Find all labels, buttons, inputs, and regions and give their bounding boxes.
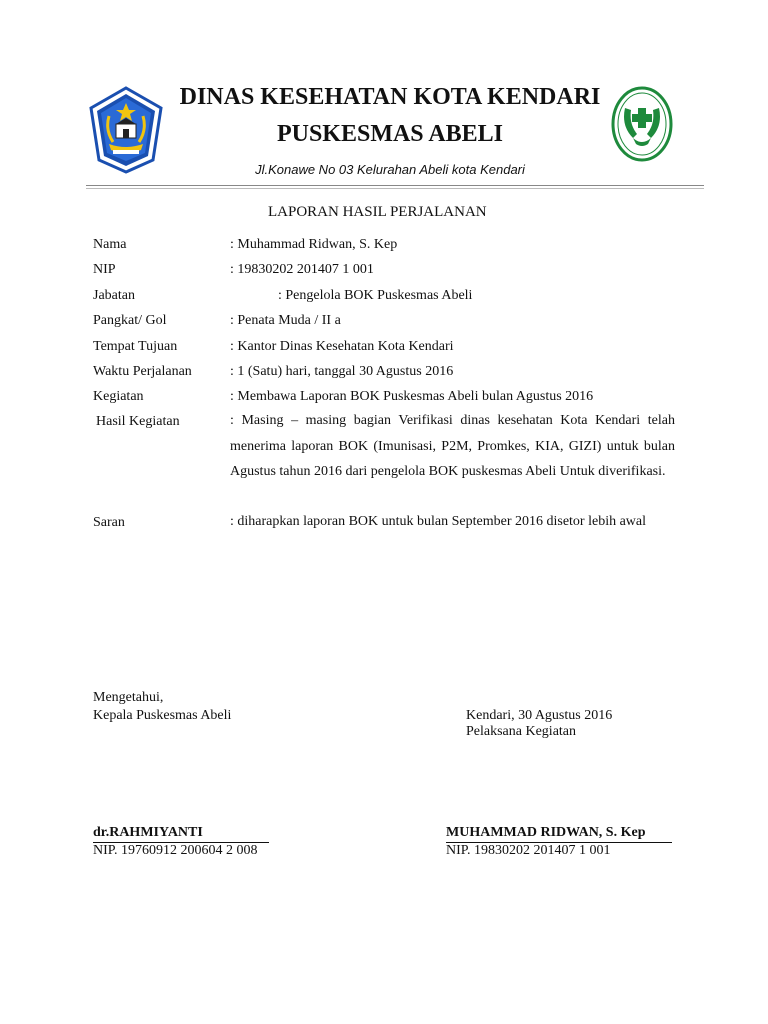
label-nama: Nama — [93, 237, 127, 252]
label-jabatan: Jabatan — [93, 288, 135, 303]
place-date: Kendari, 30 Agustus 2016 — [466, 708, 613, 723]
office-name: DINAS KESEHATAN KOTA KENDARI — [179, 84, 601, 110]
right-signatory-nip: NIP. 19830202 201407 1 001 — [446, 843, 611, 858]
value-jabatan: : Pengelola BOK Puskesmas Abeli — [278, 288, 473, 303]
value-pangkat: : Penata Muda / II a — [230, 313, 341, 328]
value-nip: : 19830202 201407 1 001 — [230, 262, 374, 277]
address: Jl.Konawe No 03 Kelurahan Abeli kota Kendari — [255, 162, 525, 177]
right-position: Pelaksana Kegiatan — [466, 724, 577, 739]
header-divider-thin — [86, 188, 704, 189]
left-position: Kepala Puskesmas Abeli — [93, 708, 232, 723]
header-divider — [86, 185, 704, 186]
label-tujuan: Tempat Tujuan — [93, 339, 178, 354]
value-waktu: : 1 (Satu) hari, tanggal 30 Agustus 2016 — [230, 364, 454, 379]
value-saran: : diharapkan laporan BOK untuk bulan September 2016 disetor lebih awal — [230, 514, 647, 529]
label-waktu: Waktu Perjalanan — [93, 364, 192, 379]
label-hasil: Hasil Kegiatan — [96, 414, 180, 429]
report-title: LAPORAN HASIL PERJALANAN — [268, 204, 487, 220]
label-saran: Saran — [93, 515, 125, 530]
acknowledged-label: Mengetahui, — [93, 690, 164, 705]
label-nip: NIP — [93, 262, 116, 277]
value-nama: : Muhammad Ridwan, S. Kep — [230, 237, 398, 252]
value-hasil: : Masing – masing bagian Verifikasi dinas kesehatan Kota Kendari telah menerima laporan BOK (Imunisasi, P2M, Promkes, KIA, GIZI) untuk bulan Agustus tahun 2016 dari pengelola BOK puskesmas Abeli Untuk diverifikasi. — [230, 413, 675, 479]
label-kegiatan: Kegiatan — [93, 389, 144, 404]
left-signatory-name: dr.RAHMIYANTI — [93, 825, 203, 840]
unit-name: PUSKESMAS ABELI — [276, 121, 504, 147]
value-tujuan: : Kantor Dinas Kesehatan Kota Kendari — [230, 339, 454, 354]
right-signatory-name: MUHAMMAD RIDWAN, S. Kep — [446, 825, 646, 840]
value-kegiatan: : Membawa Laporan BOK Puskesmas Abeli bulan Agustus 2016 — [230, 389, 594, 404]
left-signatory-nip: NIP. 19760912 200604 2 008 — [93, 843, 258, 858]
label-pangkat: Pangkat/ Gol — [93, 313, 167, 328]
